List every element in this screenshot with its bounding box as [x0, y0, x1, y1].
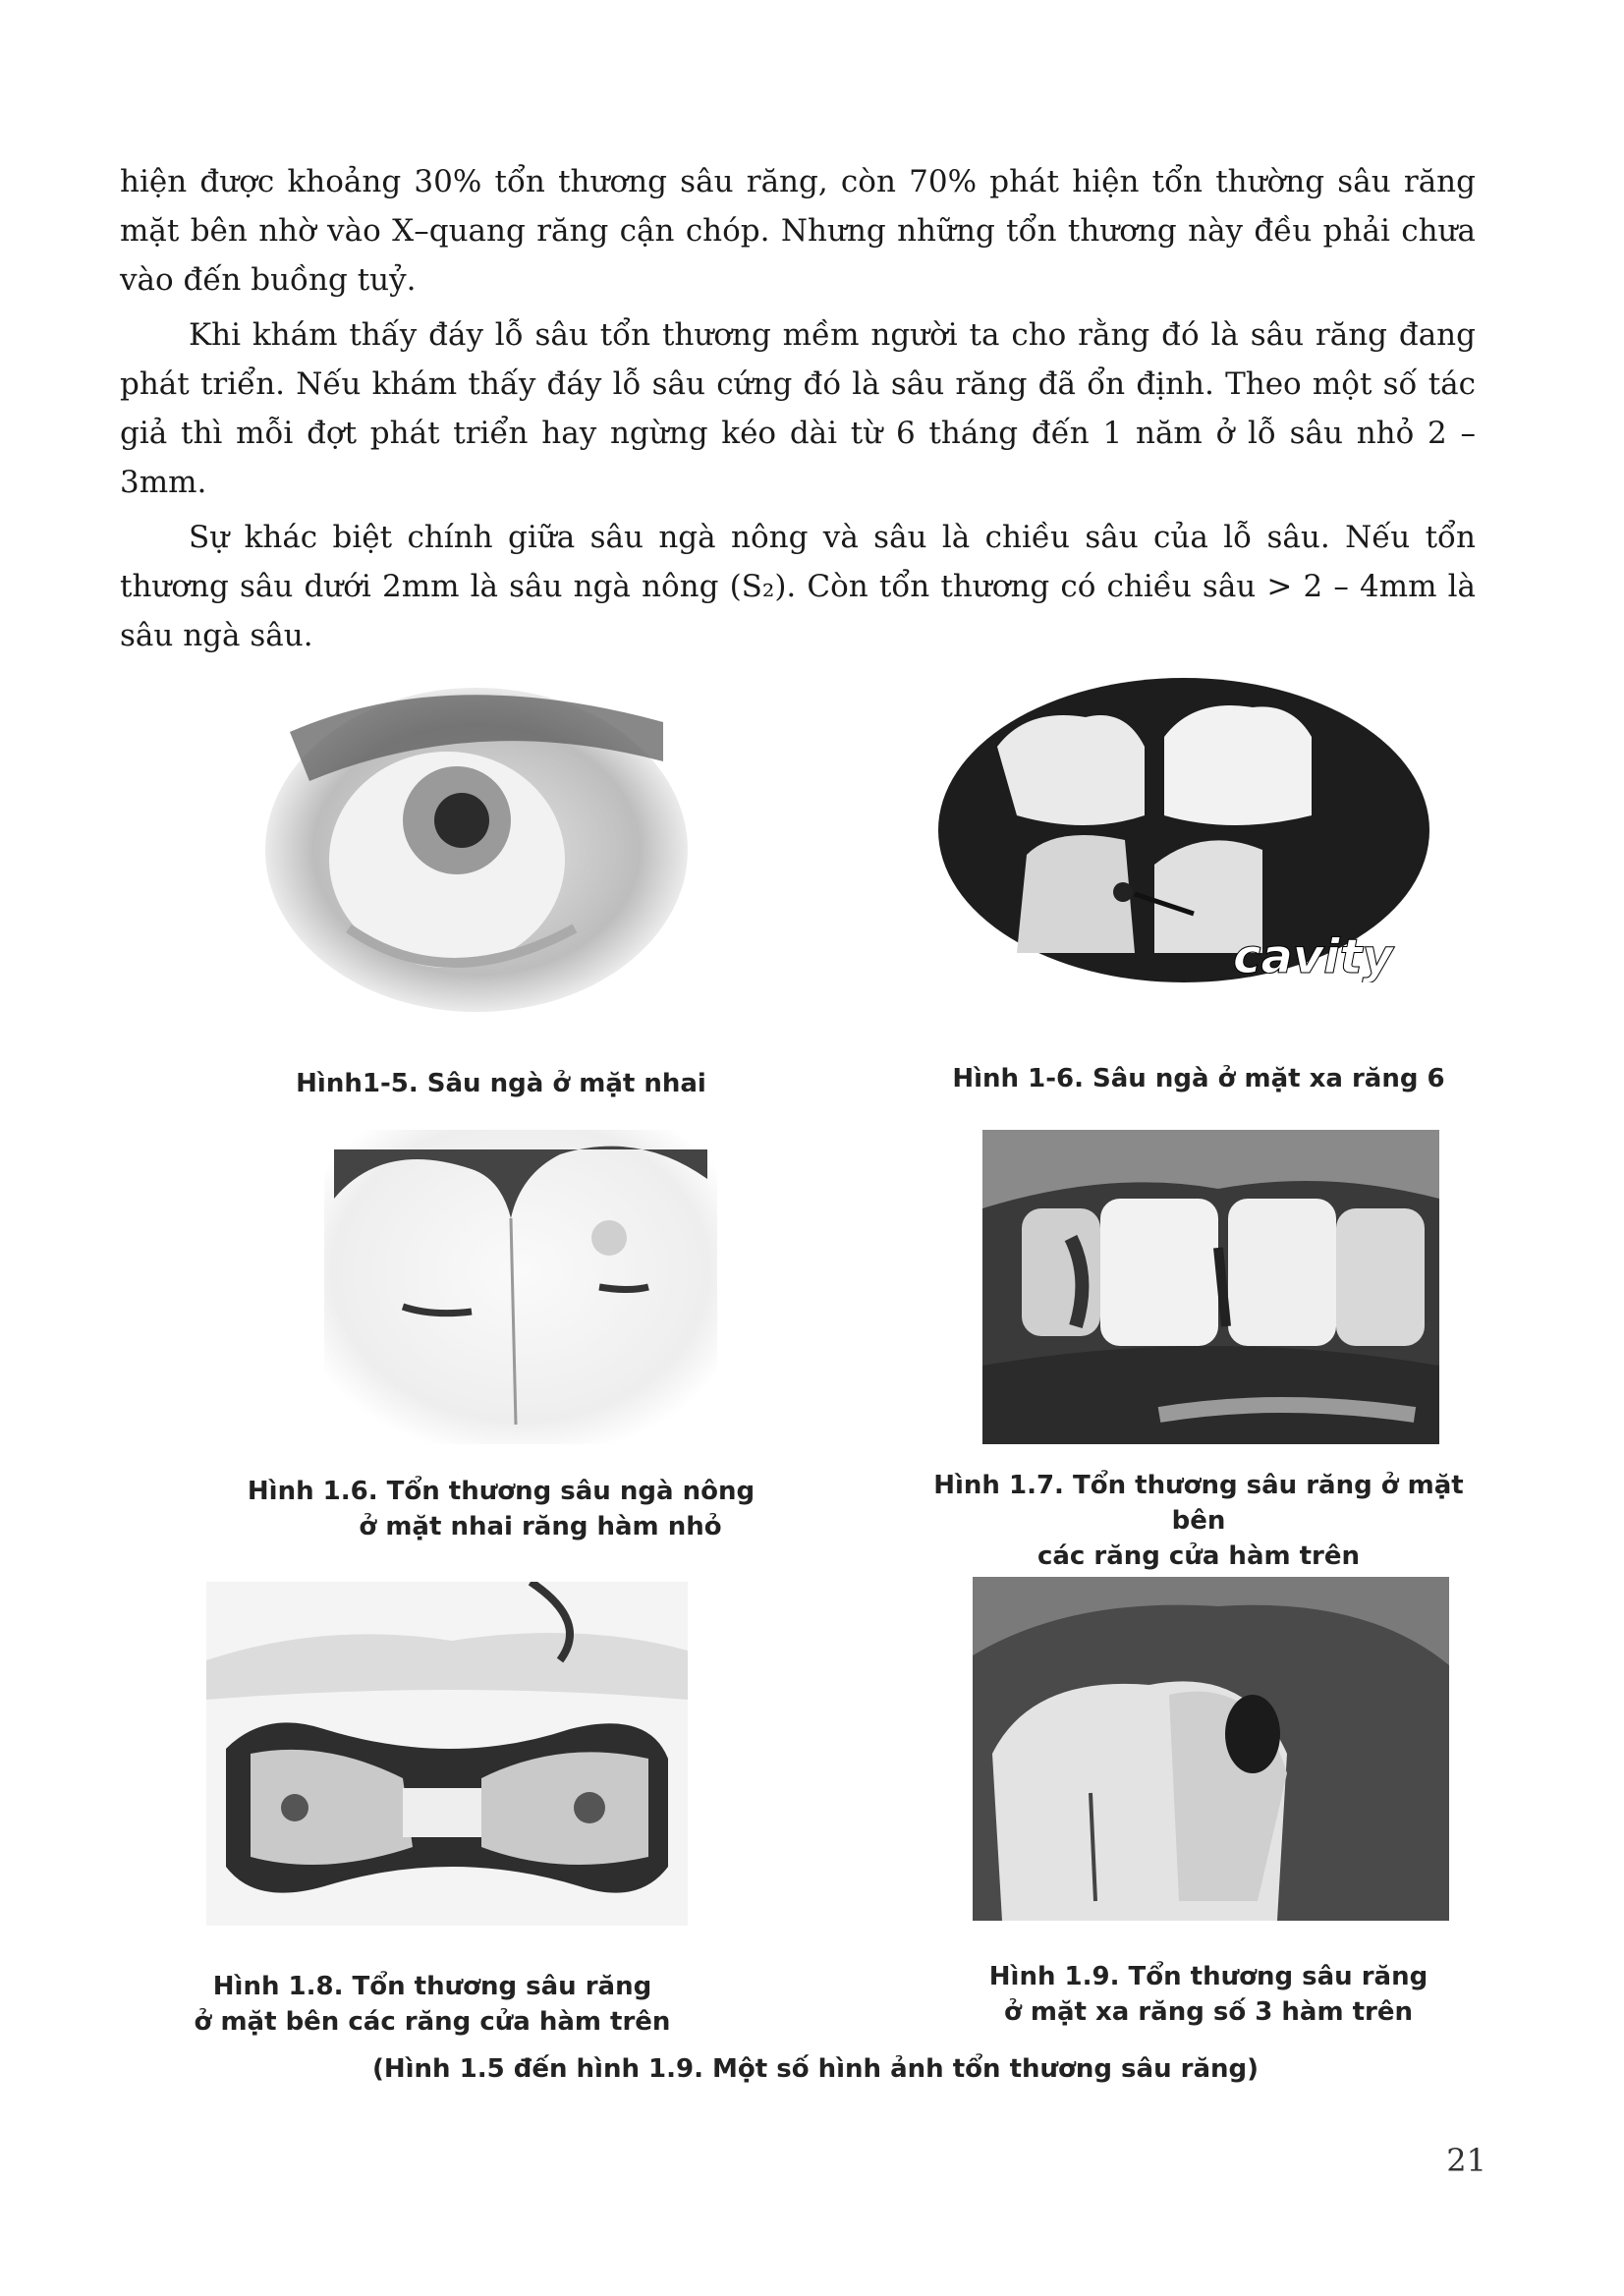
paragraph-1: hiện được khoảng 30% tổn thương sâu răng, còn 70% phát hiện tổn thường sâu răng mặt bên nhờ vào X–quang răng cận chóp. Nhưng những tổn thương này đều phải chưa vào đến buồng tuỷ.: [120, 164, 1476, 298]
body-text: [120, 157, 1476, 660]
figure-1-8-caption: [177, 1969, 688, 2040]
figure-1-7-caption: [904, 1468, 1493, 1574]
paragraph-3: Sự khác biệt chính giữa sâu ngà nông và sâu là chiều sâu của lỗ sâu. Nếu tổn thương sâu dưới 2mm là sâu ngà nông (S₂). Còn tổn thương có chiều sâu > 2 – 4mm là sâu ngà sâu.: [120, 520, 1476, 653]
figure-1-5-image: [251, 673, 722, 1027]
cavity-label: cavity: [1233, 929, 1393, 982]
figure-1-7-caption-line2: các răng cửa hàm trên: [1036, 1541, 1361, 1571]
figure-1-6b-caption: [226, 1474, 776, 1544]
paragraph-2: Khi khám thấy đáy lỗ sâu tổn thương mềm người ta cho rằng đó là sâu răng đang phát triển. Nếu khám thấy đáy lỗ sâu cứng đó là sâu răng đã ổn định. Theo một số tác giả thì mỗi đợt phát triển hay ngừng kéo dài từ 6 tháng đến 1 năm ở lỗ sâu nhỏ 2 – 3mm.: [120, 317, 1476, 500]
figure-1-9-caption-line2: ở mặt xa răng số 3 hàm trên: [1003, 1997, 1414, 2027]
figure-1-6b-caption-line1: Hình 1.6. Tổn thương sâu ngà nông: [247, 1477, 756, 1506]
figure-1-7-image: [982, 1130, 1439, 1444]
figure-1-6b-image: [324, 1130, 717, 1444]
figure-1-8-image: [206, 1582, 688, 1926]
figure-1-9-caption-line1: Hình 1.9. Tổn thương sâu răng: [988, 1962, 1428, 1991]
figure-1-6b-caption-line2: ở mặt nhai răng hàm nhỏ: [359, 1512, 722, 1541]
page-number: 21: [1446, 2142, 1486, 2179]
figure-1-5-caption: Hình1-5. Sâu ngà ở mặt nhai: [296, 1069, 706, 1098]
figure-1-8-caption-line1: Hình 1.8. Tổn thương sâu răng: [212, 1972, 652, 2001]
figure-1-6-caption: Hình 1-6. Sâu ngà ở mặt xa răng 6: [952, 1064, 1445, 1093]
figure-1-9-image: [973, 1577, 1449, 1921]
group-caption: (Hình 1.5 đến hình 1.9. Một số hình ảnh tổn thương sâu răng): [371, 2054, 1260, 2084]
figure-1-6-radiograph: [938, 678, 1429, 982]
figure-1-7-caption-line1: Hình 1.7. Tổn thương sâu răng ở mặt bên: [933, 1471, 1464, 1536]
figure-1-8-caption-line2: ở mặt bên các răng cửa hàm trên: [194, 2007, 671, 2037]
figure-1-9-caption: [933, 1959, 1484, 2030]
